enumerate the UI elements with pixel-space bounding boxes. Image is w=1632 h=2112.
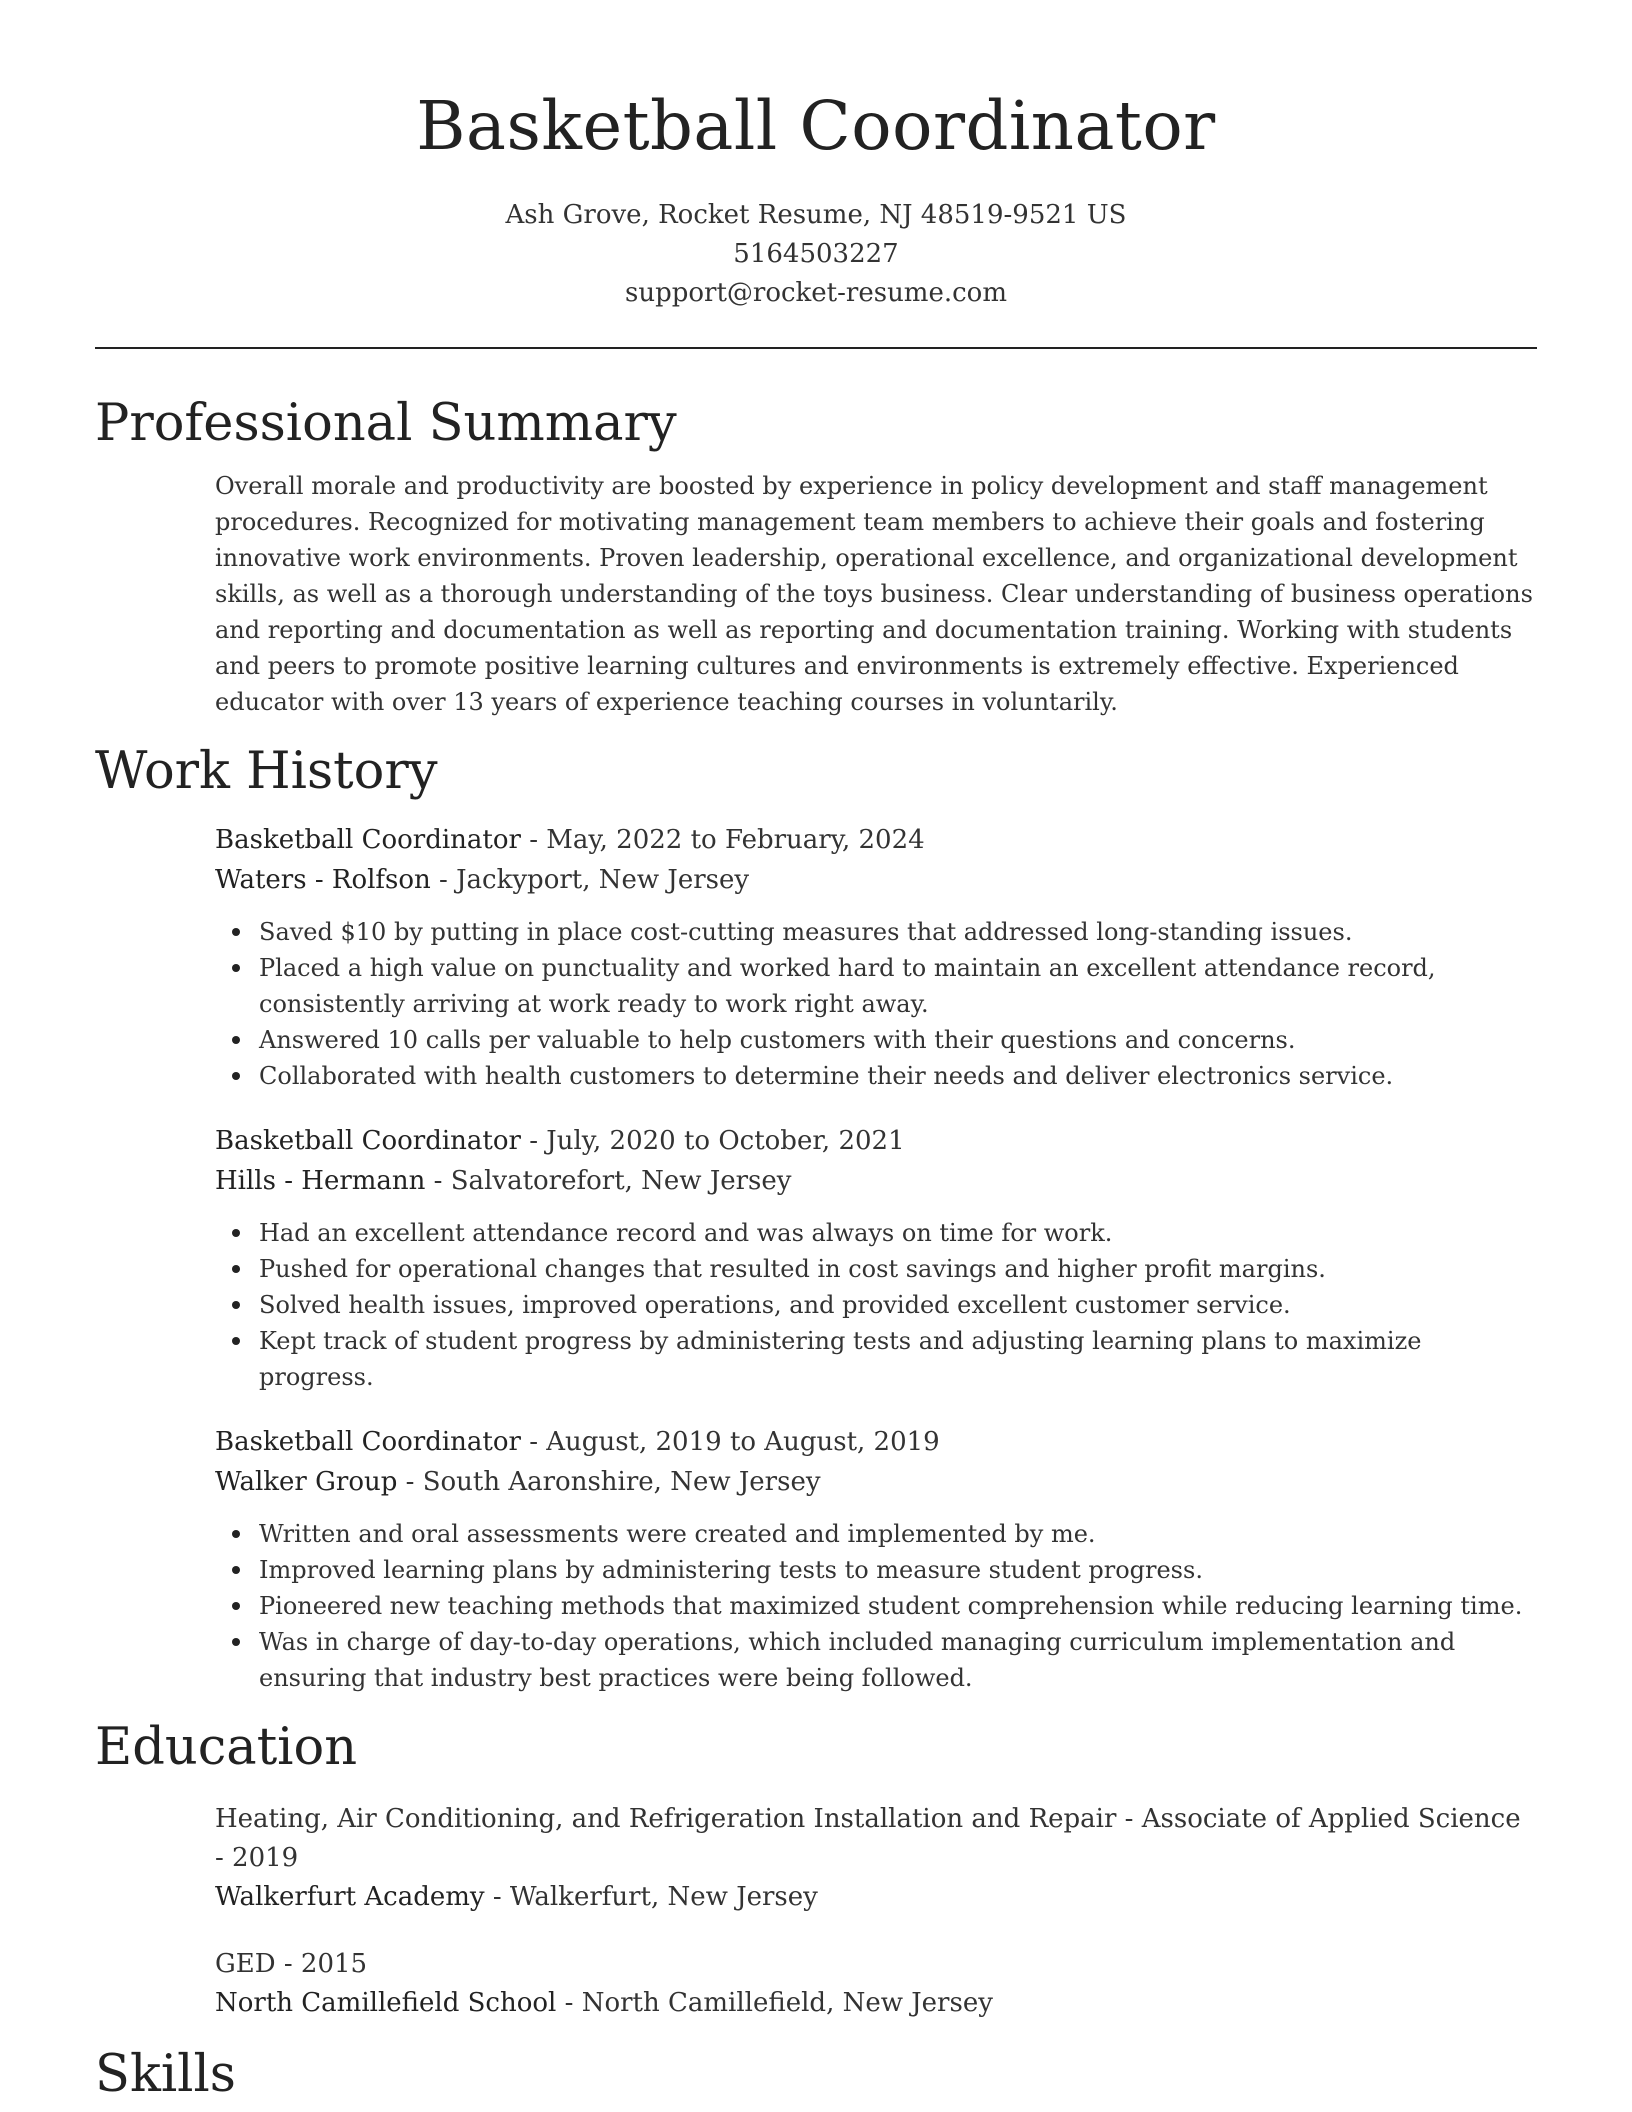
separator: - xyxy=(556,1988,582,2018)
separator: - xyxy=(520,1427,547,1457)
summary-heading: Professional Summary xyxy=(95,394,677,453)
bullet-item: Pioneered new teaching methods that maximized student comprehension while reducing learning time. xyxy=(259,1588,1537,1624)
bullet-item: Solved health issues, improved operations, and provided excellent customer service. xyxy=(259,1287,1537,1323)
separator: - xyxy=(520,1126,547,1156)
contact-block xyxy=(95,196,1537,313)
skills-heading: Skills xyxy=(95,2045,236,2104)
job-company-line xyxy=(215,1161,1537,1201)
education-heading: Education xyxy=(95,1718,358,1777)
summary-text: Overall morale and productivity are boosted by experience in policy development and staff management procedures. Recognized for motivating management team members to achieve their goals and fostering innovative work environments. Proven leadership, operational excellence, and organizational development skills, as well as a thorough understanding of the toys business. Clear understanding of business operations and reporting and documentation as well as reporting and documentation training. Working with students and peers to promote positive learning cultures and environments is extremely effective. Experienced educator with over 13 years of experience teaching courses in voluntarily. xyxy=(215,472,1533,716)
summary-section xyxy=(215,468,1537,720)
education-school: North Camillefield School xyxy=(215,1988,557,2018)
job-title: Basketball Coordinator xyxy=(215,1126,521,1156)
job-title: Basketball Coordinator xyxy=(215,825,521,855)
contact-address: Ash Grove, Rocket Resume, NJ 48519-9521 US xyxy=(505,200,1127,230)
job-dates: May, 2022 to February, 2024 xyxy=(546,825,925,855)
education-school-line xyxy=(215,1878,1537,1917)
job-dates: August, 2019 to August, 2019 xyxy=(546,1427,940,1457)
job-company: Walker Group xyxy=(215,1467,398,1497)
job-entry xyxy=(215,1422,1537,1696)
separator: - xyxy=(484,1882,510,1912)
bullet-item: Had an excellent attendance record and was always on time for work. xyxy=(259,1215,1537,1251)
job-title: Basketball Coordinator xyxy=(215,1427,521,1457)
education-degree: Heating, Air Conditioning, and Refrigeration Installation and Repair - Associate of Applied Science - 2019 xyxy=(215,1804,1521,1873)
work-history-heading: Work History xyxy=(95,742,438,801)
bullet-item: Placed a high value on punctuality and worked hard to maintain an excellent attendance record, consistently arriving at work ready to work right away. xyxy=(259,950,1537,1022)
job-title-line xyxy=(215,820,1537,860)
job-bullets xyxy=(215,1215,1537,1395)
job-company: Hills - Hermann xyxy=(215,1166,426,1196)
education-entry xyxy=(215,1945,1537,2023)
bullet-item: Written and oral assessments were created and implemented by me. xyxy=(259,1516,1537,1552)
separator: - xyxy=(430,865,457,895)
job-location: Jackyport, New Jersey xyxy=(456,865,750,895)
job-title-line xyxy=(215,1121,1537,1161)
education-location: North Camillefield, New Jersey xyxy=(581,1988,993,2018)
bullet-item: Saved $10 by putting in place cost-cutting measures that addressed long-standing issues. xyxy=(259,914,1537,950)
job-company-line xyxy=(215,860,1537,900)
resume-title: Basketball Coordinator xyxy=(416,87,1216,165)
job-entry xyxy=(215,820,1537,1094)
contact-email: support@rocket-resume.com xyxy=(624,278,1007,308)
education-school: Walkerfurt Academy xyxy=(215,1882,485,1912)
job-dates: July, 2020 to October, 2021 xyxy=(546,1126,905,1156)
contact-phone: 5164503227 xyxy=(733,239,899,269)
job-company: Waters - Rolfson xyxy=(215,865,431,895)
job-title-line xyxy=(215,1422,1537,1462)
education-degree: GED - 2015 xyxy=(215,1949,368,1979)
education-entry xyxy=(215,1800,1537,1917)
bullet-item: Collaborated with health customers to determine their needs and deliver electronics service. xyxy=(259,1058,1537,1094)
bullet-item: Kept track of student progress by administering tests and adjusting learning plans to maximize progress. xyxy=(259,1323,1537,1395)
education-location: Walkerfurt, New Jersey xyxy=(509,1882,818,1912)
education-school-line xyxy=(215,1984,1537,2023)
header-divider xyxy=(95,347,1537,349)
bullet-item: Pushed for operational changes that resulted in cost savings and higher profit margins. xyxy=(259,1251,1537,1287)
bullet-item: Was in charge of day-to-day operations, which included managing curriculum implementation and ensuring that industry best practices were being followed. xyxy=(259,1624,1537,1696)
bullet-item: Improved learning plans by administering tests to measure student progress. xyxy=(259,1552,1537,1588)
job-bullets xyxy=(215,914,1537,1094)
education-section xyxy=(215,1800,1537,2023)
job-location: South Aaronshire, New Jersey xyxy=(422,1467,821,1497)
job-entry xyxy=(215,1121,1537,1395)
bullet-item: Answered 10 calls per valuable to help customers with their questions and concerns. xyxy=(259,1022,1537,1058)
work-history-section xyxy=(215,820,1537,1696)
separator: - xyxy=(520,825,547,855)
job-bullets xyxy=(215,1516,1537,1696)
job-location: Salvatorefort, New Jersey xyxy=(450,1166,792,1196)
separator: - xyxy=(425,1166,451,1196)
job-company-line xyxy=(215,1462,1537,1502)
separator: - xyxy=(397,1467,423,1497)
